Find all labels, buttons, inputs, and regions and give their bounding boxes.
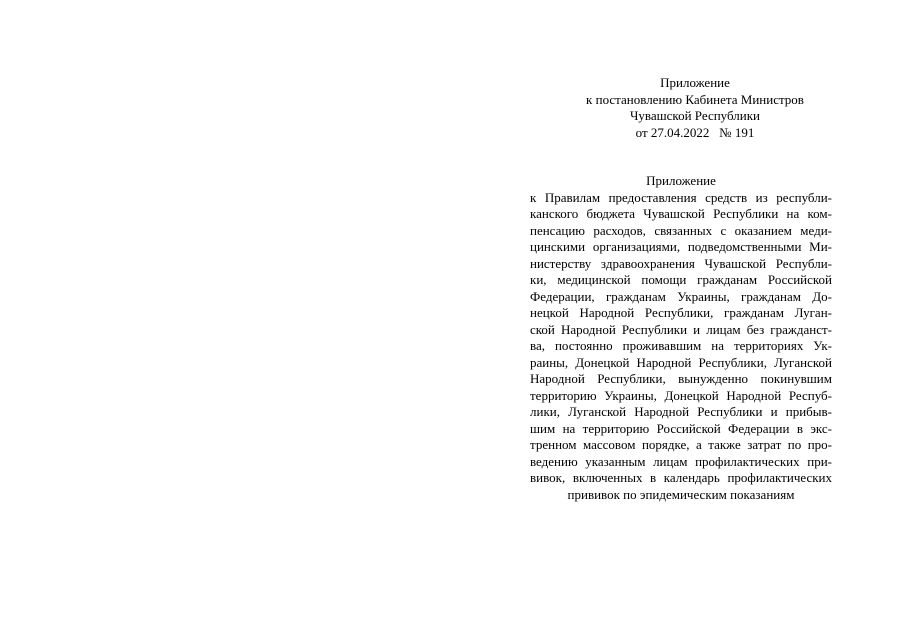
appendix-text-line: ки, медицинской помощи гражданам Российской bbox=[530, 272, 832, 287]
appendix-text-line: ва, постоянно проживавшим на территориях Ук- bbox=[530, 338, 832, 353]
header-line: к постановлению Кабинета Министров bbox=[586, 91, 804, 107]
appendix-text-line: цинскими организациями, подведомственными Ми- bbox=[530, 239, 832, 254]
appendix-title: Приложение bbox=[646, 173, 716, 188]
appendix-text-line: Народной Республики, вынужденно покинувшим bbox=[530, 371, 832, 386]
appendix-text-line: территорию Украины, Донецкой Народной Респуб- bbox=[530, 387, 832, 403]
appendix-text-line: тренном массовом порядке, а также затрат по про- bbox=[530, 437, 832, 452]
appendix-text-line: нистерству здравоохранения Чувашской Республи- bbox=[530, 255, 832, 271]
appendix-text-line: ской Народной Республики и лицам без гражданст- bbox=[530, 321, 832, 337]
appendix-text-line: раины, Донецкой Народной Республики, Луганской bbox=[530, 354, 832, 370]
appendix-text-line: шим на территорию Российской Федерации в экс- bbox=[530, 420, 832, 436]
appendix-text-line: ведению указанным лицам профилактических при- bbox=[530, 453, 832, 469]
appendix-text-line: нецкой Народной Республики, гражданам Луган- bbox=[530, 305, 832, 320]
header-line: Приложение bbox=[660, 75, 730, 90]
header-date-number: от 27.04.2022 № 191 bbox=[635, 124, 755, 140]
appendix-text-line: вивок, включенных в календарь профилактических bbox=[530, 470, 832, 485]
appendix-text-line: пенсацию расходов, связанных с оказанием меди- bbox=[530, 222, 832, 238]
appendix-text-last-line: прививок по эпидемическим показаниям bbox=[567, 486, 795, 502]
appendix-text-line: канского бюджета Чувашской Республики на ком- bbox=[530, 206, 832, 221]
resolution-header bbox=[555, 75, 835, 141]
appendix-text-line: лики, Луганской Народной Республики и прибыв- bbox=[530, 404, 832, 419]
appendix-block bbox=[530, 173, 832, 503]
header-line: Чувашской Республики bbox=[629, 108, 761, 123]
appendix-text-line: Федерации, гражданам Украины, гражданам До- bbox=[530, 288, 832, 304]
appendix-text-line: к Правилам предоставления средств из республи- bbox=[530, 189, 832, 205]
